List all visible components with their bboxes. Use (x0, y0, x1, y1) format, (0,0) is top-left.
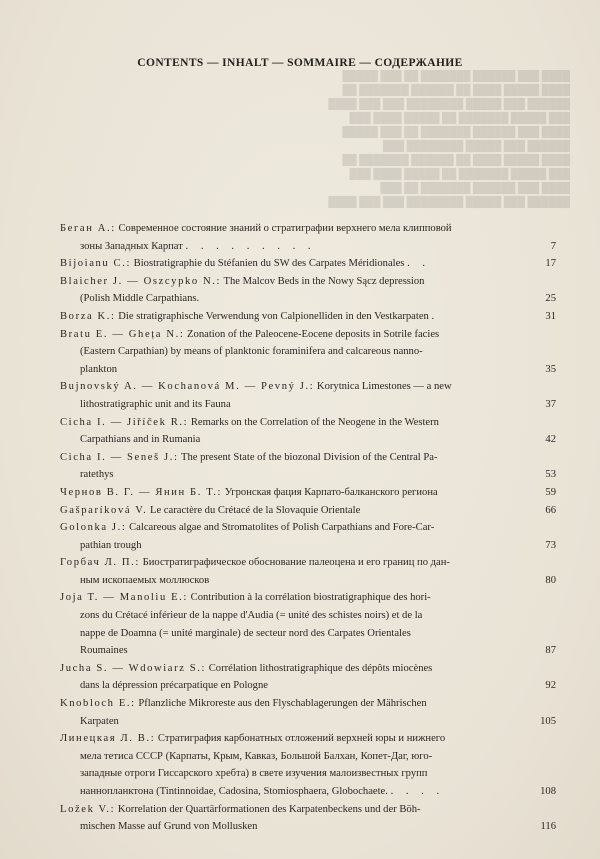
entry-title-line-1: Contribution à la corrélation biostratigraphique des hori- (190, 592, 431, 604)
leader-dots: . . (407, 258, 431, 270)
toc-entry (60, 220, 560, 255)
entry-page-number: 108 (540, 786, 556, 797)
entry-page-number: 105 (540, 715, 556, 727)
entry-title-line-1: Современное состояние знаний о стратиграфии верхнего мела клипповой (118, 223, 452, 234)
entry-title-line-1: Zonation of the Paleocene-Eocene deposits in Sotrile facies (187, 328, 440, 340)
toc-entry (60, 502, 560, 520)
entry-authors: Jucha S. — Wdowiarz S.: (60, 662, 207, 674)
entry-title-line-3: plankton (80, 363, 118, 375)
entry-title-line-2: (Eastern Carpathian) by means of planktonic foraminifera and calcareous nanno- (80, 346, 423, 358)
toc-entry (60, 255, 560, 273)
entry-page-number: 37 (545, 398, 556, 410)
toc-entry (60, 554, 560, 589)
entry-title-line-1: Korytnica Limestones — a new (316, 381, 452, 393)
toc-entry (60, 414, 560, 449)
entry-authors: Cicha I. — Jiříček R.: (60, 416, 189, 428)
entry-title-line-1: Угронская фация Карпато-балканского региона (224, 486, 438, 498)
show-through-text: ████ ███ ██████ ███████ ██ ███ █████ ████ █████ ████ ██ ██████ ███████ ██ ██████ ███ █████ ████████ ███ ███ ████ ███ █████ ███████ ██ █████ ████ ███ ████ ███ ██████ ███████ ██ ███ █████ ██████ ███ █████ ████████ ███ ████ █████ ████ ██ ██████ ███████ ██ ███ █████ ███████ ██ █████ ████ ███ ████ ███ ██████ ███████ ██ ███ ██████ ███ █████ ████████ ███ ███ ████ (328, 71, 570, 208)
toc-entry (60, 273, 560, 308)
entry-authors: Ložek V.: (60, 803, 116, 815)
toc-entry (60, 449, 560, 484)
toc-entry (60, 660, 560, 695)
entry-title-line-1: Die stratigraphische Verwendung von Calpionelliden in den Vestkarpaten . (118, 310, 435, 322)
entry-title-line-1: Remarks on the Correlation of the Neogene in the Western (190, 416, 439, 428)
entry-authors: Bujnovský A. — Kochanová M. — Pevný J.: (60, 381, 315, 393)
entry-authors: Borza K.: (60, 310, 116, 322)
entry-authors: Bratu E. — Gheța N.: (60, 328, 185, 340)
entry-page-number: 35 (545, 363, 556, 375)
entry-authors: Bijoianu C.: (60, 258, 131, 270)
entry-title-line-2: мела тетиса СССР (Карпаты, Крым, Кавказ, Большой Балхан, Копет-Даг, юго- (80, 750, 433, 762)
entry-title-line-2: ratethys (80, 469, 114, 481)
entry-title-line-2: lithostratigraphic unit and its Fauna (80, 398, 231, 410)
table-of-contents (60, 220, 560, 836)
entry-page-number: 7 (550, 240, 556, 252)
entry-page-number: 73 (545, 539, 556, 551)
toc-entry (60, 326, 560, 379)
entry-title-line-1: The Malcov Beds in the Nowy Sącz depression (223, 275, 425, 287)
page-title: CONTENTS — INHALT — SOMMAIRE — СОДЕРЖАНИЕ (137, 57, 463, 69)
toc-entry (60, 519, 560, 554)
entry-title-line-1: Биостратиграфическое обоснование палеоцена и его границ по дан- (142, 557, 450, 569)
entry-title-line-2: dans la dépression précarpatique en Pologne (80, 680, 268, 692)
entry-authors: Беган А.: (60, 223, 116, 234)
entry-authors: Gašparíková V. (60, 504, 148, 516)
entry-authors: Blaicher J. — Oszcypko N.: (60, 275, 222, 287)
entry-title-line-2: pathian trough (80, 539, 142, 551)
entry-authors: Golonka J.: (60, 522, 127, 534)
entry-title-line-4: Roumaines (80, 645, 128, 657)
entry-title-line-2: zons du Crétacé inférieur de la nappe d'Audia (= unité des schistes noirs) et de la (80, 610, 423, 622)
entry-title-line-3: западные отроги Гиссарского хребта) в свете изучения малоизвестных групп (80, 768, 428, 780)
entry-authors: Горбач Л. П.: (60, 557, 140, 569)
entry-title-line-3: nappe de Doamna (= unité marginale) de secteur nord des Carpates Orientales (80, 627, 411, 639)
entry-title-line-2: ным ископаемых моллюсков (80, 574, 210, 586)
entry-page-number: 25 (545, 293, 556, 305)
leader-dots: . . . . . . . . . (185, 240, 316, 252)
toc-entry (60, 484, 560, 502)
entry-page-number: 59 (545, 486, 556, 498)
entry-title-line-1: Biostratigraphie du Stéfanien du SW des Carpates Méridionales (133, 258, 405, 270)
entry-title-line-2: Carpathians and in Rumania (80, 434, 201, 446)
entry-page-number: 42 (545, 434, 556, 446)
leader-dots: . . . . (390, 786, 445, 797)
toc-entry (60, 801, 560, 836)
entry-title-line-1: Pflanzliche Mikroreste aus den Flyschablagerungen der Mährischen (138, 698, 427, 710)
toc-entry (60, 589, 560, 659)
entry-page-number: 17 (545, 258, 556, 270)
entry-title-line-1: Korrelation der Quartärformationen des Karpatenbeckens und der Böh- (117, 803, 421, 815)
entry-title-line-1: Стратиграфия карбонатных отложений верхней юры и нижнего (157, 733, 446, 745)
entry-page-number: 87 (545, 645, 556, 657)
entry-title-line-1: Corrélation lithostratigraphique des dépôts miocènes (208, 662, 433, 674)
entry-title-line-1: The present State of the biozonal Division of the Central Pa- (180, 451, 438, 463)
entry-authors: Чернов В. Г. — Янин Б. Т.: (60, 486, 223, 498)
entry-title-line-2: mischen Masse auf Grund von Mollusken (80, 821, 258, 833)
toc-entry (60, 730, 560, 800)
entry-page-number: 92 (545, 680, 556, 692)
entry-authors: Knobloch E.: (60, 698, 136, 710)
entry-page-number: 31 (545, 310, 556, 322)
entry-title-line-2: (Polish Middle Carpathians. (80, 293, 200, 305)
entry-title-line-1: Calcareous algae and Stromatolites of Polish Carpathians and Fore-Car- (129, 522, 435, 534)
entry-page-number: 116 (540, 821, 556, 833)
toc-entry (60, 695, 560, 730)
entry-authors: Cicha I. — Seneš J.: (60, 451, 179, 463)
entry-title-line-4: наннопланктона (Tintinnoidae, Cadosina, Stomiosphaera, Globochaete. (80, 786, 388, 797)
entry-page-number: 53 (545, 469, 556, 481)
entry-page-number: 80 (545, 574, 556, 586)
entry-page-number: 66 (545, 504, 556, 516)
entry-title-line-2: Karpaten (80, 715, 119, 727)
entry-authors: Линецкая Л. В.: (60, 733, 156, 745)
entry-title-line-2: зоны Западных Карпат (80, 240, 183, 252)
toc-entry (60, 378, 560, 413)
entry-authors: Joja T. — Manoliu E.: (60, 592, 188, 604)
entry-title-line-1: Le caractère du Crétacé de la Slovaquie Orientale (149, 504, 361, 516)
toc-entry (60, 308, 560, 326)
